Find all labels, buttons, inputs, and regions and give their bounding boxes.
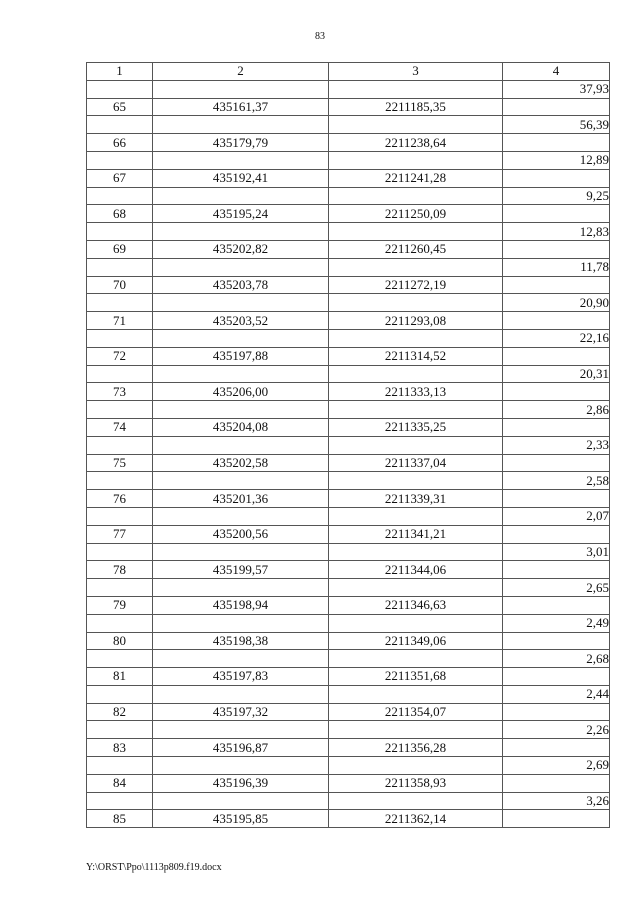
x-coordinate-cell: [153, 80, 329, 98]
point-number-cell: [87, 472, 153, 490]
table-row: [87, 810, 610, 828]
point-number-cell: 77: [87, 525, 153, 543]
table-row: [87, 721, 610, 739]
distance-cell: [503, 418, 610, 436]
table-row: [87, 276, 610, 294]
table-row: [87, 614, 610, 632]
point-number-cell: [87, 685, 153, 703]
distance-cell: [503, 312, 610, 330]
distance-cell: [503, 98, 610, 116]
table-row: [87, 401, 610, 419]
point-number-cell: 76: [87, 490, 153, 508]
y-coordinate-cell: 2211314,52: [329, 347, 503, 365]
point-number-cell: 75: [87, 454, 153, 472]
x-coordinate-cell: [153, 614, 329, 632]
point-number-cell: [87, 436, 153, 454]
y-coordinate-cell: 2211272,19: [329, 276, 503, 294]
distance-cell: 2,44: [503, 685, 610, 703]
table-row: [87, 329, 610, 347]
table-row: [87, 490, 610, 508]
y-coordinate-cell: [329, 223, 503, 241]
x-coordinate-cell: 435197,88: [153, 347, 329, 365]
table-header-row: [87, 63, 610, 81]
page-number: 83: [315, 31, 325, 42]
point-number-cell: 66: [87, 134, 153, 152]
y-coordinate-cell: [329, 650, 503, 668]
y-coordinate-cell: [329, 187, 503, 205]
x-coordinate-cell: 435195,24: [153, 205, 329, 223]
distance-cell: 2,68: [503, 650, 610, 668]
table-row: [87, 454, 610, 472]
table-row: [87, 134, 610, 152]
y-coordinate-cell: 2211341,21: [329, 525, 503, 543]
distance-cell: [503, 703, 610, 721]
y-coordinate-cell: [329, 507, 503, 525]
table-row: [87, 80, 610, 98]
x-coordinate-cell: 435202,58: [153, 454, 329, 472]
table-row: [87, 792, 610, 810]
point-number-cell: [87, 507, 153, 525]
point-number-cell: 70: [87, 276, 153, 294]
x-coordinate-cell: [153, 507, 329, 525]
point-number-cell: [87, 401, 153, 419]
distance-cell: [503, 347, 610, 365]
point-number-cell: [87, 792, 153, 810]
y-coordinate-cell: 2211335,25: [329, 418, 503, 436]
x-coordinate-cell: 435196,39: [153, 774, 329, 792]
y-coordinate-cell: 2211358,93: [329, 774, 503, 792]
distance-cell: [503, 632, 610, 650]
point-number-cell: [87, 543, 153, 561]
y-coordinate-cell: [329, 365, 503, 383]
distance-cell: 22,16: [503, 329, 610, 347]
x-coordinate-cell: 435203,78: [153, 276, 329, 294]
column-header-2: 2: [153, 63, 329, 81]
x-coordinate-cell: 435197,83: [153, 668, 329, 686]
distance-cell: 2,69: [503, 757, 610, 775]
point-number-cell: 83: [87, 739, 153, 757]
point-number-cell: 78: [87, 561, 153, 579]
column-header-3: 3: [329, 63, 503, 81]
point-number-cell: [87, 258, 153, 276]
x-coordinate-cell: 435179,79: [153, 134, 329, 152]
distance-cell: 2,49: [503, 614, 610, 632]
point-number-cell: [87, 116, 153, 134]
y-coordinate-cell: 2211293,08: [329, 312, 503, 330]
x-coordinate-cell: 435202,82: [153, 240, 329, 258]
distance-cell: [503, 454, 610, 472]
distance-cell: [503, 525, 610, 543]
y-coordinate-cell: [329, 685, 503, 703]
x-coordinate-cell: 435206,00: [153, 383, 329, 401]
point-number-cell: [87, 614, 153, 632]
table-row: [87, 116, 610, 134]
coordinates-table: [86, 62, 610, 828]
distance-cell: 2,33: [503, 436, 610, 454]
point-number-cell: 74: [87, 418, 153, 436]
point-number-cell: [87, 650, 153, 668]
point-number-cell: [87, 329, 153, 347]
x-coordinate-cell: [153, 721, 329, 739]
distance-cell: 2,86: [503, 401, 610, 419]
distance-cell: 20,90: [503, 294, 610, 312]
x-coordinate-cell: [153, 187, 329, 205]
x-coordinate-cell: [153, 151, 329, 169]
table-row: [87, 739, 610, 757]
distance-cell: 20,31: [503, 365, 610, 383]
table-row: [87, 383, 610, 401]
x-coordinate-cell: [153, 223, 329, 241]
distance-cell: [503, 668, 610, 686]
y-coordinate-cell: 2211354,07: [329, 703, 503, 721]
y-coordinate-cell: [329, 401, 503, 419]
x-coordinate-cell: 435198,94: [153, 596, 329, 614]
y-coordinate-cell: [329, 258, 503, 276]
point-number-cell: 81: [87, 668, 153, 686]
y-coordinate-cell: [329, 579, 503, 597]
y-coordinate-cell: [329, 294, 503, 312]
point-number-cell: 67: [87, 169, 153, 187]
x-coordinate-cell: 435161,37: [153, 98, 329, 116]
y-coordinate-cell: [329, 80, 503, 98]
table-row: [87, 525, 610, 543]
y-coordinate-cell: 2211333,13: [329, 383, 503, 401]
y-coordinate-cell: 2211185,35: [329, 98, 503, 116]
table-row: [87, 294, 610, 312]
table-row: [87, 151, 610, 169]
table-row: [87, 596, 610, 614]
x-coordinate-cell: 435204,08: [153, 418, 329, 436]
x-coordinate-cell: [153, 472, 329, 490]
x-coordinate-cell: 435196,87: [153, 739, 329, 757]
point-number-cell: 84: [87, 774, 153, 792]
table-row: [87, 561, 610, 579]
y-coordinate-cell: 2211238,64: [329, 134, 503, 152]
table-body: [87, 80, 610, 827]
table-row: [87, 579, 610, 597]
distance-cell: [503, 739, 610, 757]
distance-cell: 2,58: [503, 472, 610, 490]
y-coordinate-cell: [329, 792, 503, 810]
point-number-cell: 65: [87, 98, 153, 116]
table-row: [87, 774, 610, 792]
y-coordinate-cell: 2211349,06: [329, 632, 503, 650]
point-number-cell: [87, 365, 153, 383]
x-coordinate-cell: [153, 792, 329, 810]
distance-cell: 12,89: [503, 151, 610, 169]
column-header-1: 1: [87, 63, 153, 81]
table-row: [87, 347, 610, 365]
y-coordinate-cell: 2211250,09: [329, 205, 503, 223]
column-header-4: 4: [503, 63, 610, 81]
table-row: [87, 258, 610, 276]
y-coordinate-cell: [329, 472, 503, 490]
table-row: [87, 187, 610, 205]
y-coordinate-cell: 2211356,28: [329, 739, 503, 757]
y-coordinate-cell: [329, 329, 503, 347]
y-coordinate-cell: [329, 116, 503, 134]
y-coordinate-cell: 2211346,63: [329, 596, 503, 614]
table-row: [87, 436, 610, 454]
table-row: [87, 169, 610, 187]
x-coordinate-cell: 435200,56: [153, 525, 329, 543]
point-number-cell: 72: [87, 347, 153, 365]
point-number-cell: 68: [87, 205, 153, 223]
x-coordinate-cell: 435197,32: [153, 703, 329, 721]
table-row: [87, 418, 610, 436]
point-number-cell: [87, 187, 153, 205]
x-coordinate-cell: [153, 757, 329, 775]
y-coordinate-cell: 2211260,45: [329, 240, 503, 258]
table-row: [87, 312, 610, 330]
distance-cell: [503, 774, 610, 792]
y-coordinate-cell: [329, 757, 503, 775]
distance-cell: [503, 205, 610, 223]
point-number-cell: [87, 757, 153, 775]
footer-file-path: Y:\ORST\Ppo\1113p809.f19.docx: [86, 862, 222, 873]
distance-cell: [503, 383, 610, 401]
point-number-cell: [87, 579, 153, 597]
distance-cell: 9,25: [503, 187, 610, 205]
y-coordinate-cell: [329, 721, 503, 739]
table-row: [87, 650, 610, 668]
distance-cell: 3,26: [503, 792, 610, 810]
x-coordinate-cell: 435199,57: [153, 561, 329, 579]
x-coordinate-cell: 435192,41: [153, 169, 329, 187]
table-row: [87, 507, 610, 525]
x-coordinate-cell: [153, 329, 329, 347]
point-number-cell: [87, 80, 153, 98]
x-coordinate-cell: [153, 401, 329, 419]
distance-cell: [503, 276, 610, 294]
table-row: [87, 632, 610, 650]
x-coordinate-cell: [153, 365, 329, 383]
y-coordinate-cell: 2211339,31: [329, 490, 503, 508]
x-coordinate-cell: [153, 543, 329, 561]
point-number-cell: 69: [87, 240, 153, 258]
table-row: [87, 98, 610, 116]
point-number-cell: [87, 721, 153, 739]
x-coordinate-cell: 435201,36: [153, 490, 329, 508]
distance-cell: 37,93: [503, 80, 610, 98]
y-coordinate-cell: 2211337,04: [329, 454, 503, 472]
distance-cell: 12,83: [503, 223, 610, 241]
y-coordinate-cell: [329, 614, 503, 632]
x-coordinate-cell: [153, 650, 329, 668]
x-coordinate-cell: [153, 436, 329, 454]
table-row: [87, 205, 610, 223]
x-coordinate-cell: [153, 685, 329, 703]
distance-cell: [503, 490, 610, 508]
point-number-cell: 80: [87, 632, 153, 650]
y-coordinate-cell: [329, 151, 503, 169]
y-coordinate-cell: [329, 436, 503, 454]
distance-cell: [503, 169, 610, 187]
distance-cell: 2,07: [503, 507, 610, 525]
point-number-cell: [87, 151, 153, 169]
x-coordinate-cell: 435198,38: [153, 632, 329, 650]
distance-cell: 2,26: [503, 721, 610, 739]
distance-cell: 56,39: [503, 116, 610, 134]
x-coordinate-cell: [153, 258, 329, 276]
point-number-cell: 82: [87, 703, 153, 721]
table-row: [87, 240, 610, 258]
table-row: [87, 543, 610, 561]
y-coordinate-cell: 2211344,06: [329, 561, 503, 579]
table-row: [87, 685, 610, 703]
distance-cell: [503, 810, 610, 828]
point-number-cell: 79: [87, 596, 153, 614]
distance-cell: [503, 240, 610, 258]
distance-cell: [503, 561, 610, 579]
table-row: [87, 703, 610, 721]
distance-cell: [503, 596, 610, 614]
x-coordinate-cell: [153, 579, 329, 597]
distance-cell: 11,78: [503, 258, 610, 276]
table-row: [87, 472, 610, 490]
point-number-cell: 71: [87, 312, 153, 330]
point-number-cell: [87, 223, 153, 241]
distance-cell: 3,01: [503, 543, 610, 561]
y-coordinate-cell: [329, 543, 503, 561]
point-number-cell: [87, 294, 153, 312]
y-coordinate-cell: 2211362,14: [329, 810, 503, 828]
x-coordinate-cell: 435195,85: [153, 810, 329, 828]
distance-cell: 2,65: [503, 579, 610, 597]
x-coordinate-cell: [153, 294, 329, 312]
distance-cell: [503, 134, 610, 152]
table-row: [87, 668, 610, 686]
x-coordinate-cell: 435203,52: [153, 312, 329, 330]
table-row: [87, 223, 610, 241]
y-coordinate-cell: 2211241,28: [329, 169, 503, 187]
point-number-cell: 73: [87, 383, 153, 401]
table-row: [87, 757, 610, 775]
x-coordinate-cell: [153, 116, 329, 134]
table-row: [87, 365, 610, 383]
point-number-cell: 85: [87, 810, 153, 828]
y-coordinate-cell: 2211351,68: [329, 668, 503, 686]
